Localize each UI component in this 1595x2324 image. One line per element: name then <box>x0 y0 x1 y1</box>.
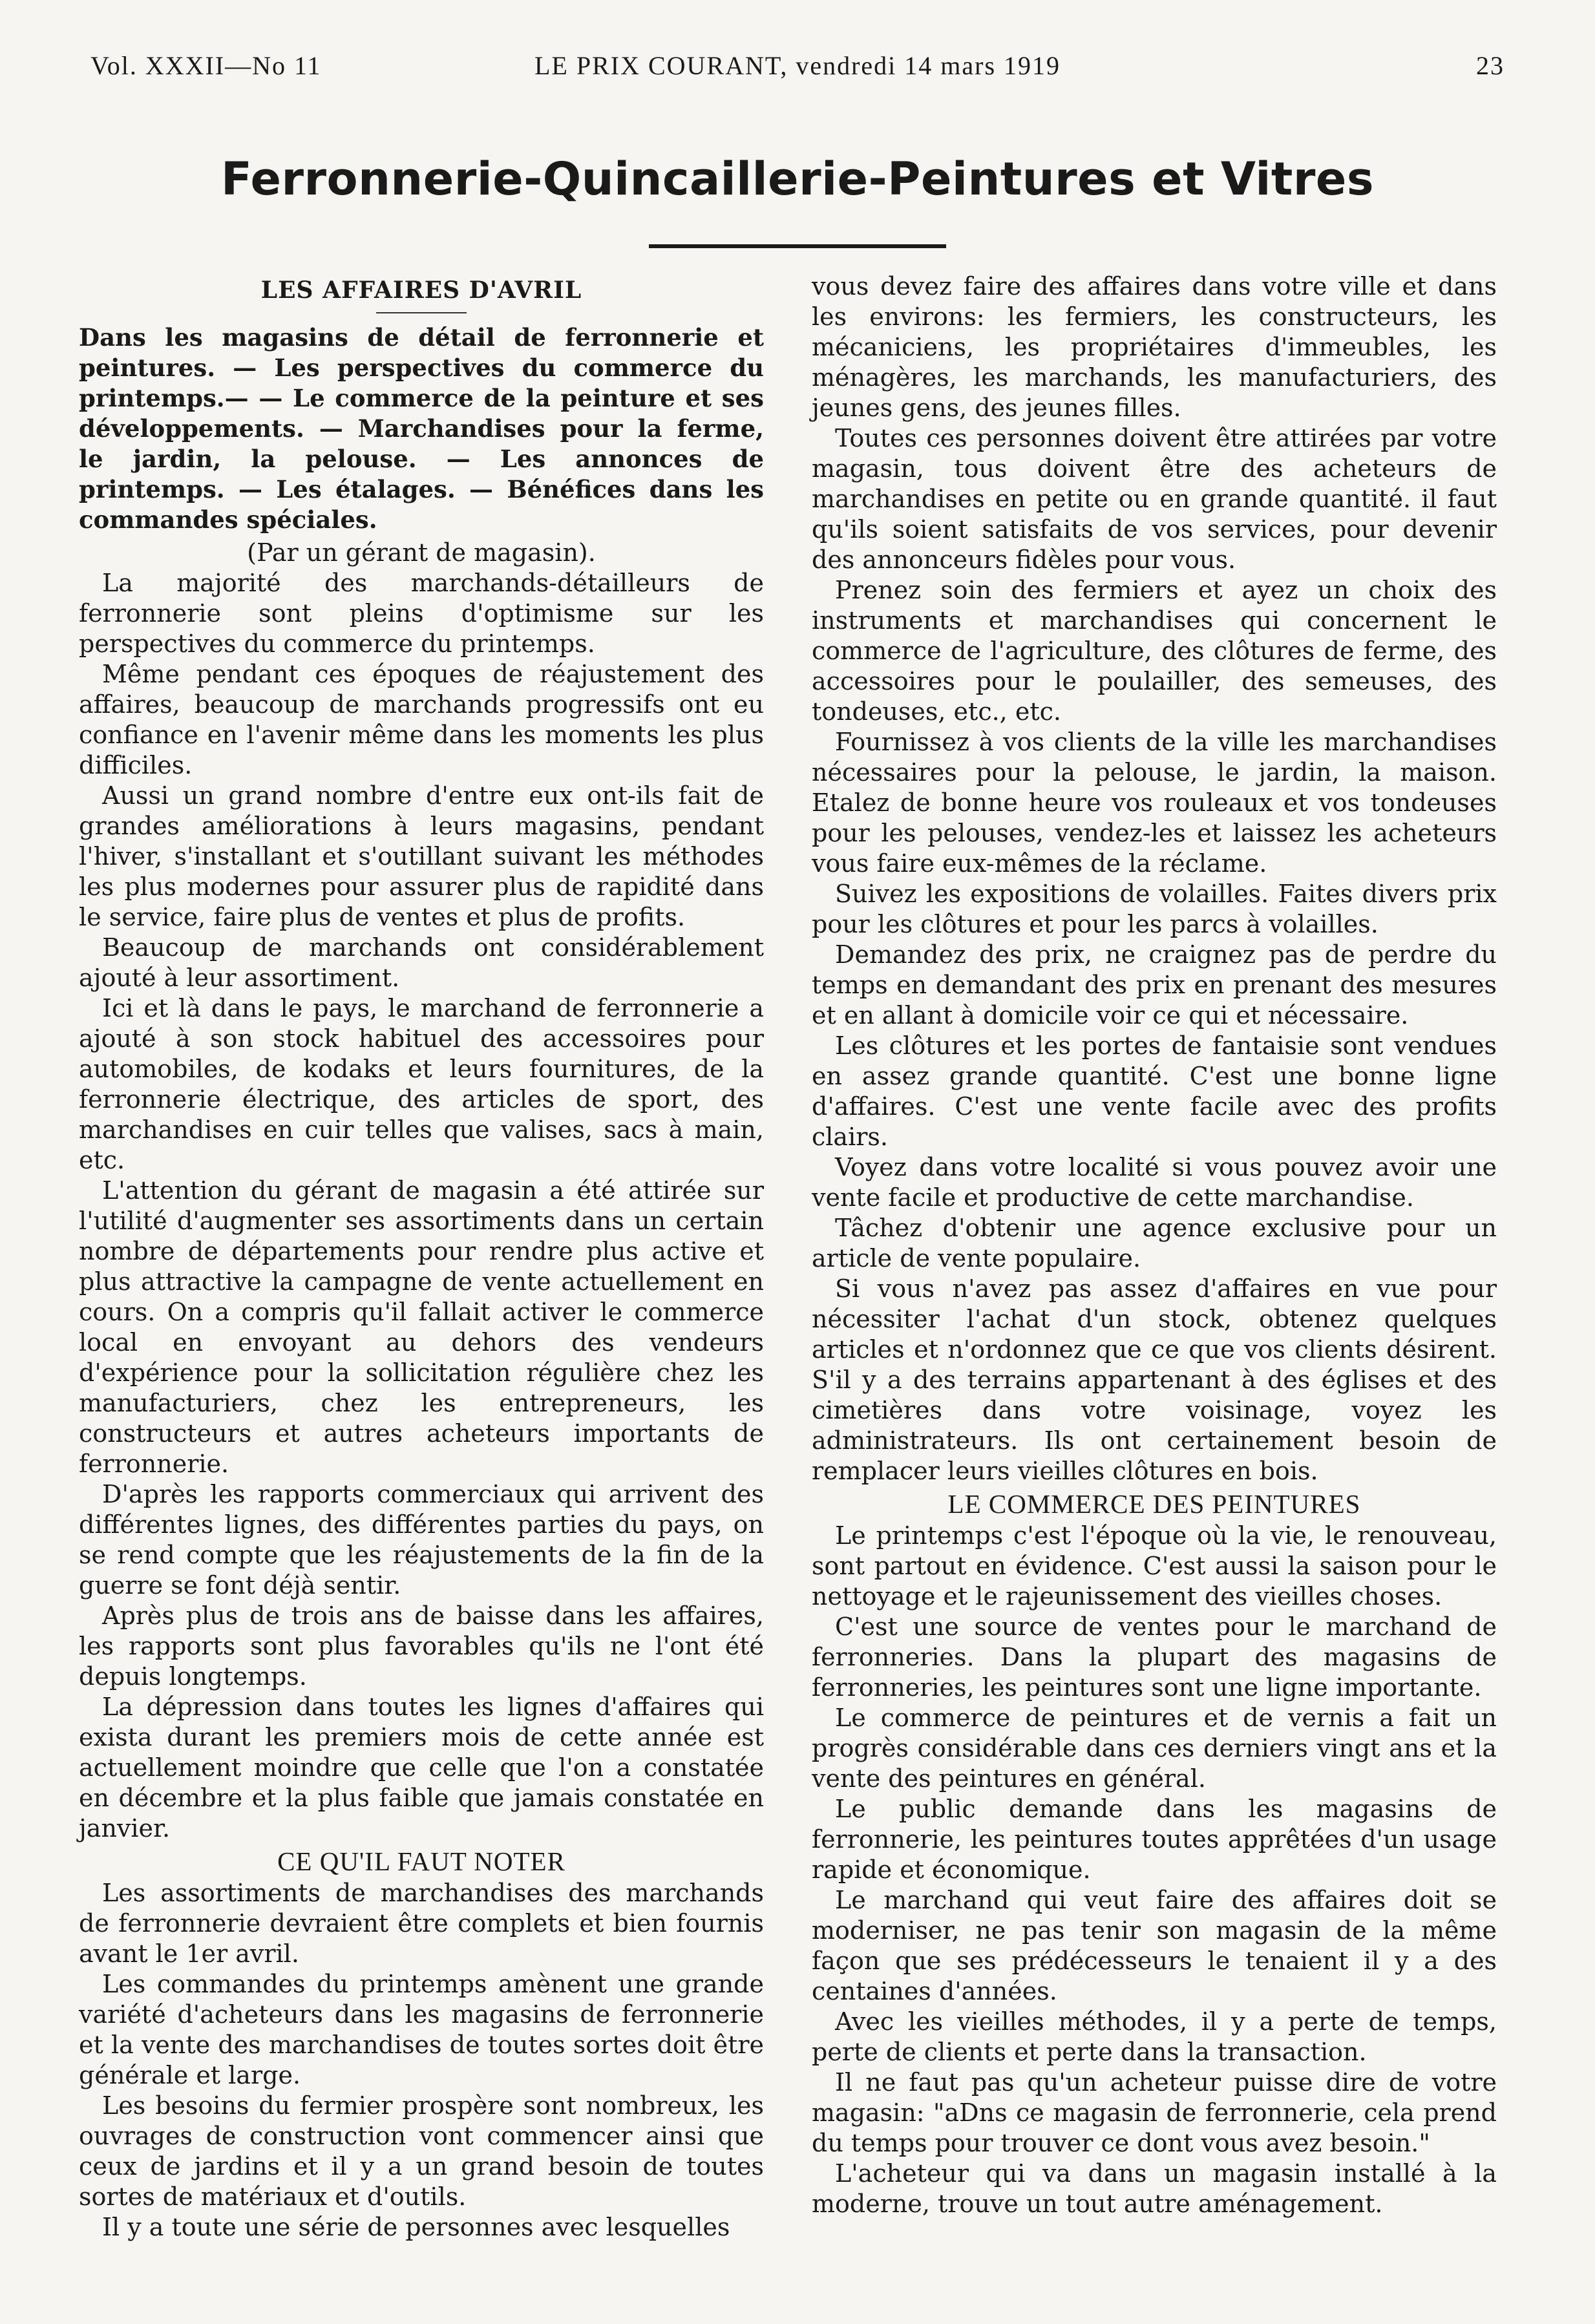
paragraph: Beaucoup de marchands ont considérablement ajouté à leur assortiment. <box>79 933 764 992</box>
right-column <box>812 271 1497 2219</box>
subheading-commerce-des-peintures: LE COMMERCE DES PEINTURES <box>947 1489 1361 1519</box>
paragraph: Les besoins du fermier prospère sont nombreux, les ouvrages de construction vont commencer ainsi que ceux de jardins et il y a un grand besoin de toutes sortes de matériaux et d'outils. <box>79 2091 764 2211</box>
paragraph: L'attention du gérant de magasin a été attirée sur l'utilité d'augmenter ses assortiments dans un certain nombre de départements pour rendre plus active et plus attractive la campagne de vente actuellement en cours. On a compris qu'il fallait activer le commerce local en envoyant au dehors des vendeurs d'expérience pour la sollicitation régulière chez les manufacturiers, chez les entrepreneurs, les constructeurs et autres acheteurs importants de ferronnerie. <box>79 1176 764 1478</box>
paragraph: Suivez les expositions de volailles. Faites divers prix pour les clôtures et pour les parcs à volailles. <box>812 880 1497 938</box>
paragraph: Si vous n'avez pas assez d'affaires en vue pour nécessiter l'achat d'un stock, obtenez quelques articles et n'ordonnez que ce que vos clients désirent. S'il y a des terrains appartenant à des églises et des cimetières dans votre voisinage, voyez les administrateurs. Ils ont certainement besoin de remplacer leurs vieilles clôtures en bois. <box>812 1274 1497 1485</box>
paragraph: Fournissez à vos clients de la ville les marchandises nécessaires pour la pelouse, le jardin, la maison. Etalez de bonne heure vos rouleaux et vos tondeuses pour les pelouses, vendez-les et laissez les acheteurs vous faire eux-mêmes de la réclame. <box>812 728 1497 878</box>
paragraph: Tâchez d'obtenir une agence exclusive pour un article de vente populaire. <box>812 1214 1497 1273</box>
paragraph: Les assortiments de marchandises des marchands de ferronnerie devraient être complets et bien fournis avant le 1er avril. <box>79 1879 764 1968</box>
paragraph: C'est une source de ventes pour le marchand de ferronneries. Dans la plupart des magasins de ferronneries, les peintures sont une ligne importante. <box>812 1612 1497 1702</box>
paragraph: D'après les rapports commerciaux qui arrivent des différentes lignes, des différentes parties du pays, on se rend compte que les réajustements de la fin de la guerre se font déjà sentir. <box>79 1480 764 1600</box>
paragraph: Prenez soin des fermiers et ayez un choix des instruments et marchandises qui concernent le commerce de l'agriculture, des clôtures de ferme, des accessoires pour le poulailler, des semeuses, des tondeuses, etc., etc. <box>812 576 1497 726</box>
paragraph: Le marchand qui veut faire des affaires doit se moderniser, ne pas tenir son magasin de la même façon que ses prédécesseurs le tenaient il y a des centaines d'années. <box>812 1886 1497 2005</box>
title-divider <box>649 244 946 248</box>
paragraph: Il ne faut pas qu'un acheteur puisse dire de votre magasin: "aDns ce magasin de ferronnerie, cela prend du temps pour trouver ce dont vous avez besoin." <box>812 2068 1497 2157</box>
running-header <box>90 50 1505 89</box>
page-title: Ferronnerie-Quincaillerie-Peintures et Vitres <box>221 153 1374 206</box>
article-byline: (Par un gérant de magasin). <box>247 538 596 567</box>
volume-number: Vol. XXXII—No 11 <box>90 51 322 80</box>
heading-divider <box>376 312 467 313</box>
paragraph: Toutes ces personnes doivent être attirées par votre magasin, tous doivent être des acheteurs de marchandises en petite ou en grande quantité. il faut qu'ils soient satisfaits de vos services, pour devenir des annonceurs fidèles pour vous. <box>812 424 1497 574</box>
paragraph: Il y a toute une série de personnes avec lesquelles <box>102 2213 730 2241</box>
article-heading: LES AFFAIRES D'AVRIL <box>260 277 582 304</box>
journal-title-date: LE PRIX COURANT, vendredi 14 mars 1919 <box>534 51 1061 80</box>
paragraph: La majorité des marchands-détailleurs de ferronnerie sont pleins d'optimisme sur les perspectives du commerce du printemps. <box>79 569 764 658</box>
paragraph: Ici et là dans le pays, le marchand de ferronnerie a ajouté à son stock habituel des accessoires pour automobiles, de kodaks et leurs fournitures, de la ferronnerie électrique, des articles de sport, des marchandises en cuir telles que valises, sacs à main, etc. <box>79 994 764 1174</box>
paragraph: Les commandes du printemps amènent une grande variété d'acheteurs dans les magasins de ferronnerie et la vente des marchandises de toutes sortes doit être générale et large. <box>79 1970 764 2089</box>
paragraph: Aussi un grand nombre d'entre eux ont-ils fait de grandes améliorations à leurs magasins, pendant l'hiver, s'installant et s'outillant suivant les méthodes les plus modernes pour assurer plus de rapidité dans le service, faire plus de ventes et plus de profits. <box>79 781 764 931</box>
paragraph: L'acheteur qui va dans un magasin installé à la moderne, trouve un tout autre aménagement. <box>812 2159 1497 2218</box>
paragraph: vous devez faire des affaires dans votre ville et dans les environs: les fermiers, les constructeurs, les mécaniciens, les propriétaires d'immeubles, les ménagères, les marchands, les manufacturiers, des jeunes gens, des jeunes filles. <box>812 272 1497 422</box>
paragraph: Même pendant ces époques de réajustement des affaires, beaucoup de marchands progressifs ont eu confiance en l'avenir même dans les moments les plus difficiles. <box>79 660 764 779</box>
left-column <box>79 271 764 2243</box>
paragraph: Voyez dans votre localité si vous pouvez avoir une vente facile et productive de cette marchandise. <box>812 1153 1497 1212</box>
paragraph: La dépression dans toutes les lignes d'affaires qui exista durant les premiers mois de cette année est actuellement moindre que celle que l'on a constatée en décembre et la plus faible que jamais constatée en janvier. <box>79 1693 764 1843</box>
paragraph: Le public demande dans les magasins de ferronnerie, les peintures toutes apprêtées d'un usage rapide et économique. <box>812 1795 1497 1884</box>
paragraph: Avec les vieilles méthodes, il y a perte de temps, perte de clients et perte dans la transaction. <box>812 2007 1497 2066</box>
paragraph: Les clôtures et les portes de fantaisie sont vendues en assez grande quantité. C'est une bonne ligne d'affaires. C'est une vente facile avec des profits clairs. <box>812 1031 1497 1151</box>
page-number: 23 <box>1476 51 1505 80</box>
subheading-ce-qu-il-faut-noter: CE QU'IL FAUT NOTER <box>277 1846 565 1876</box>
paragraph: Le commerce de peintures et de vernis a fait un progrès considérable dans ces derniers vingt ans et la vente des peintures en général. <box>812 1704 1497 1793</box>
paragraph: Demandez des prix, ne craignez pas de perdre du temps en demandant des prix en prenant des mesures et en allant à domicile voir ce qui et nécessaire. <box>812 940 1497 1030</box>
paragraph: Après plus de trois ans de baisse dans les affaires, les rapports sont plus favorables qu'ils ne l'ont été depuis longtemps. <box>79 1601 764 1691</box>
article-summary: Dans les magasins de détail de ferronnerie et peintures. — Les perspectives du commerce du printemps.— — Le commerce de la peinture et ses développements. — Marchandises pour la ferme, le jardin, la pelouse. — Les annonces de printemps. — Les étalages. — Bénéfices dans les commandes spéciales. <box>79 323 764 534</box>
paragraph: Le printemps c'est l'époque où la vie, le renouveau, sont partout en évidence. C'est aussi la saison pour le nettoyage et le rajeunissement des vieilles choses. <box>812 1521 1497 1611</box>
